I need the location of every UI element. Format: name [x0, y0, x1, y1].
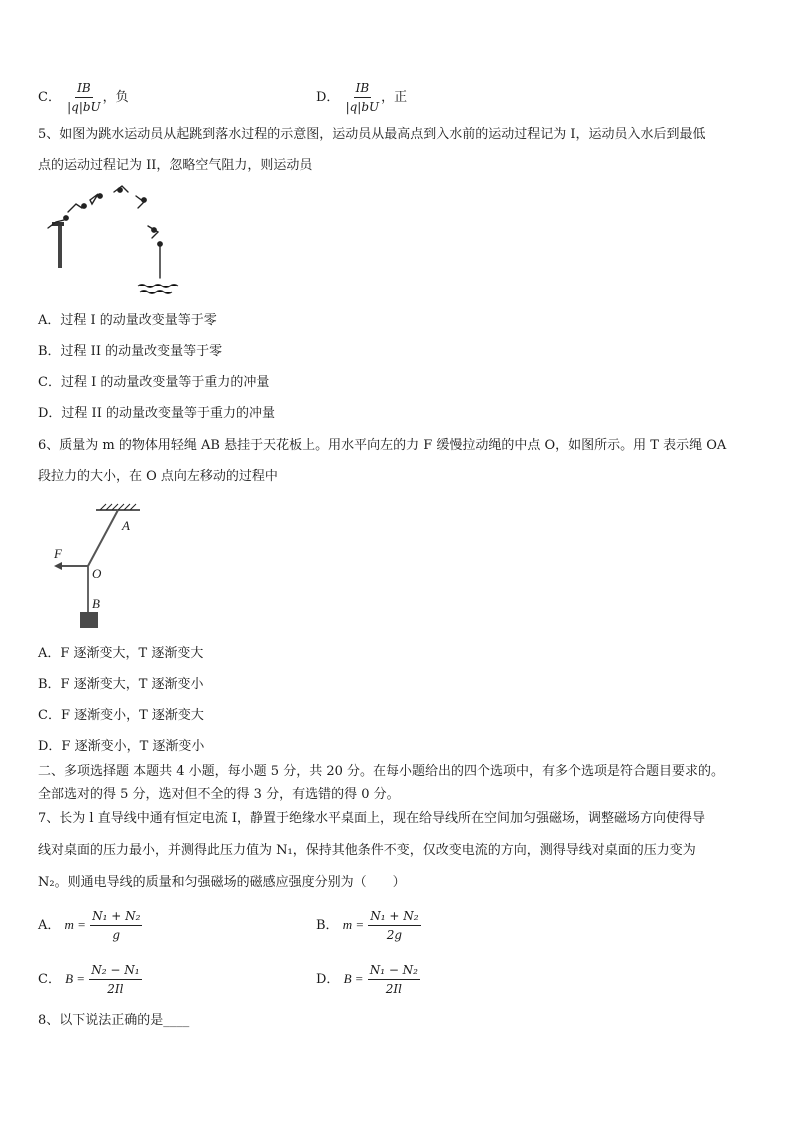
q7-stem-line3: N₂。则通电导线的质量和匀强磁场的磁感应强度分别为（ ）: [38, 875, 406, 890]
q8-stem: 8、以下说法正确的是____: [38, 1013, 190, 1028]
option-suffix: ，正: [381, 90, 408, 105]
option-letter: B．: [316, 918, 339, 933]
fraction: [344, 80, 382, 115]
q7-option-c: [38, 962, 142, 997]
q4-option-c: [38, 80, 129, 115]
q5-option-a: A．过程 I 的动量改变量等于零: [38, 313, 217, 328]
q5-option-c: C．过程 I 的动量改变量等于重力的冲量: [38, 375, 270, 390]
formula-lhs: m =: [342, 917, 365, 932]
fraction: [368, 908, 420, 943]
fraction: [89, 962, 141, 997]
option-letter: A．: [38, 918, 61, 933]
q6-stem-line2: 段拉力的大小，在 O 点向左移动的过程中: [38, 469, 278, 484]
section2-line2: 全部选对的得 5 分，选对但不全的得 3 分，有选错的得 0 分。: [38, 787, 400, 802]
numerator: IB: [75, 80, 93, 98]
denominator: 2Il: [107, 982, 124, 996]
option-letter: C．: [38, 90, 61, 105]
q7-stem-line2: 线对桌面的压力最小，并测得此压力值为 N₁，保持其他条件不变，仅改变电流的方向，测得导线对桌面的压力变为: [38, 843, 696, 858]
formula-lhs: B =: [65, 971, 86, 986]
q6-stem-line1: 6、质量为 m 的物体用轻绳 AB 悬挂于天花板上。用水平向左的力 F 缓慢拉动绳的中点 O，如图所示。用 T 表示绳 OA: [38, 438, 727, 453]
option-letter: C．: [38, 972, 61, 987]
q6-option-d: D．F 逐渐变小，T 逐渐变小: [38, 739, 205, 754]
numerator: N₁ − N₂: [368, 962, 420, 980]
formula-lhs: B =: [343, 971, 364, 986]
q6-option-b: B．F 逐渐变大，T 逐渐变小: [38, 677, 204, 692]
rope-figure: [50, 500, 150, 632]
option-letter: D．: [316, 90, 340, 105]
denominator: 2Il: [385, 982, 402, 996]
q5-stem-line2: 点的运动过程记为 II，忽略空气阻力，则运动员: [38, 158, 313, 173]
q5-option-b: B．过程 II 的动量改变量等于零: [38, 344, 223, 359]
q7-stem-line1: 7、长为 l 直导线中通有恒定电流 I，静置于绝缘水平桌面上，现在给导线所在空间加匀强磁场，调整磁场方向使得导: [38, 811, 705, 826]
fraction: [90, 908, 142, 943]
formula-lhs: m =: [64, 917, 86, 932]
label-b: B: [92, 596, 100, 611]
section2-line1: 二、多项选择题 本题共 4 小题，每小题 5 分，共 20 分。在每小题给出的四个选项中，有多个选项是符合题目要求的。: [38, 764, 725, 779]
option-suffix: ，负: [102, 90, 129, 105]
label-o: O: [92, 566, 102, 581]
q4-option-d: [316, 80, 407, 115]
diver-figure: [40, 182, 190, 300]
numerator: IB: [354, 80, 372, 98]
q6-option-a: A．F 逐渐变大，T 逐渐变大: [38, 646, 204, 661]
fraction: [368, 962, 420, 997]
denominator: 2g: [386, 928, 403, 942]
label-a: A: [122, 518, 130, 533]
q7-option-d: [316, 962, 420, 997]
q5-stem-line1: 5、如图为跳水运动员从起跳到落水过程的示意图，运动员从最高点到入水前的运动过程记为 I，运动员入水后到最低: [38, 127, 706, 142]
numerator: N₁ + N₂: [368, 908, 420, 926]
option-letter: D．: [316, 972, 340, 987]
label-f: F: [54, 546, 62, 561]
q7-option-b: [316, 908, 421, 943]
denominator: g: [112, 928, 121, 942]
q5-option-d: D．过程 II 的动量改变量等于重力的冲量: [38, 406, 275, 421]
denominator: |q|bU: [67, 100, 101, 114]
q6-option-c: C．F 逐渐变小，T 逐渐变大: [38, 708, 204, 723]
numerator: N₁ + N₂: [90, 908, 142, 926]
q7-option-a: [38, 908, 142, 943]
denominator: |q|bU: [345, 100, 380, 114]
fraction: [65, 80, 103, 115]
numerator: N₂ − N₁: [89, 962, 141, 980]
